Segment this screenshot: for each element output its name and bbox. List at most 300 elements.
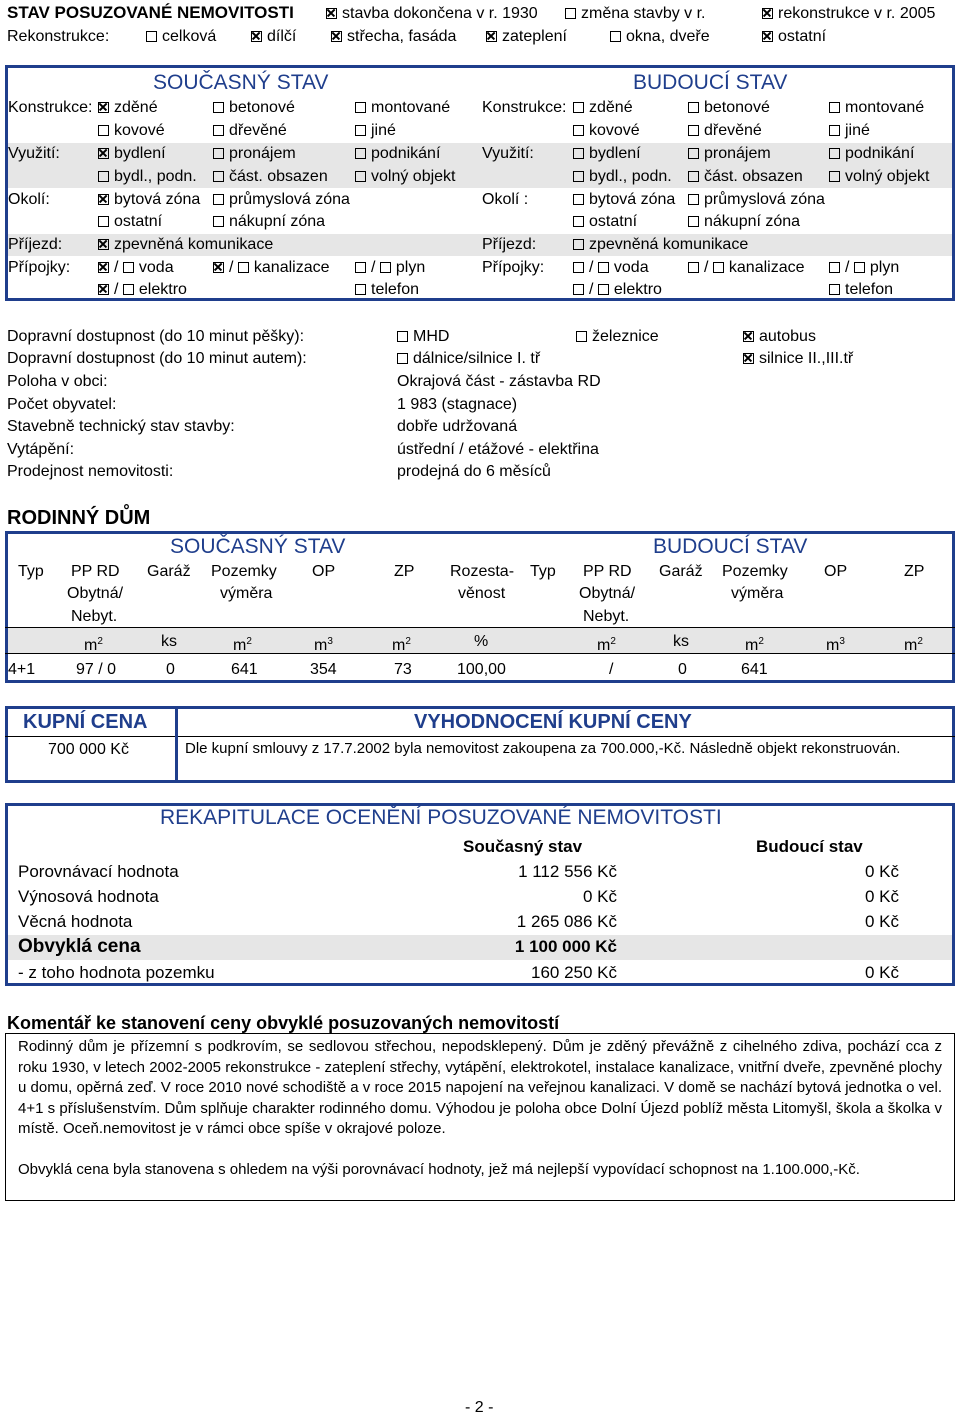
opt-label: jiné xyxy=(845,122,870,139)
slash: / xyxy=(371,259,376,276)
checkbox-icon xyxy=(355,262,366,273)
car-highway[interactable] xyxy=(397,349,540,369)
opt-label: kovové xyxy=(589,122,640,139)
rek-insul-option[interactable] xyxy=(486,27,567,47)
checkbox-icon xyxy=(355,148,366,159)
cur-podnikani[interactable] xyxy=(355,144,440,164)
fut-bytova[interactable] xyxy=(573,190,675,210)
cur-plyn[interactable] xyxy=(355,258,425,278)
comment-paragraph-1: Rodinný dům je přízemní s podkrovím, se sedlovou střechou, nepodsklepený. Dům je zděný převážně z cihelného zdiva, pochází cca z roku 1930, v letech 2002-2005 rekonstrukce - zateplení střechy, vytápění, elektrokotel, instalace kanalizace, vnitřní dveře, zpevněné plochy u domu, opěrná zeď. V roce 2010 nové schodiště a v roce 2015 napojení na veřejnou kanalizaci. V domě se nachází bytová jednotka o vel. 4+1 s příslušenstvím. Dům splňuje charakter rodinného domu. Výhodou je poloha obce Dolní Újezd poblíž města Litomyšl, škola a školka v místě. Oceň.nemovitost je v rámci obce spíše v okrajové poloze. xyxy=(18,1038,942,1137)
checkbox-checked-icon xyxy=(762,31,773,42)
cur-betonove[interactable] xyxy=(213,98,295,118)
cur-prumyslova[interactable] xyxy=(213,190,350,210)
checkbox-icon xyxy=(610,31,621,42)
opt-label: dřevěné xyxy=(229,122,287,139)
recap-row-current: 1 100 000 Kč xyxy=(514,937,617,956)
price-value: 700 000 Kč xyxy=(48,741,129,758)
rd-row-pprd: 97 / 0 xyxy=(76,661,117,678)
checkbox-icon xyxy=(573,262,584,273)
fut-pronajem[interactable] xyxy=(688,144,771,164)
rek-label: Rekonstrukce: xyxy=(7,28,110,45)
prijezd-label: Příjezd: xyxy=(8,236,63,253)
checkbox-checked-icon xyxy=(743,331,754,342)
opt-label: železnice xyxy=(592,328,659,345)
opt-label: kanalizace xyxy=(728,259,805,276)
checkbox-icon xyxy=(854,262,865,273)
checkbox-icon xyxy=(123,284,134,295)
rek-partial-label: dílčí xyxy=(267,28,297,45)
unit-sup: 3 xyxy=(327,636,333,647)
checkbox-checked-icon xyxy=(98,239,109,250)
unit-m: m xyxy=(745,637,759,654)
checkbox-checked-icon xyxy=(98,102,109,113)
checkbox-icon xyxy=(355,171,366,182)
price-vdivider xyxy=(175,706,178,783)
checkbox-icon xyxy=(688,102,699,113)
pripojky-label-future: Přípojky: xyxy=(482,259,545,276)
opt-label: podnikání xyxy=(371,145,441,162)
fut-telefon[interactable] xyxy=(829,280,893,300)
rd-fut-col-typ: Typ xyxy=(530,563,556,580)
cur-kanalizace[interactable] xyxy=(213,258,330,278)
cur-kovove[interactable] xyxy=(98,121,165,141)
location-label: Poloha v obci: xyxy=(7,373,108,390)
opt-label: podnikání xyxy=(845,145,915,162)
page-title: STAV POSUZOVANÉ NEMOVITOSTI xyxy=(7,3,294,22)
checkbox-icon xyxy=(829,171,840,182)
slash: / xyxy=(704,259,709,276)
opt-label: betonové xyxy=(704,99,770,116)
checkbox-icon xyxy=(688,148,699,159)
recap-row-current: 1 265 086 Kč xyxy=(516,912,617,931)
checkbox-checked-icon xyxy=(213,262,224,273)
recap-row-future: 0 Kč xyxy=(864,887,899,906)
rd-col-pprd: PP RD xyxy=(71,563,120,580)
location-value: Okrajová část - zástavba RD xyxy=(397,373,601,390)
rd-col-obytna: Obytná/ xyxy=(67,585,124,602)
walk-rail[interactable] xyxy=(576,327,659,347)
walk-label: Dopravní dostupnost (do 10 minut pěšky): xyxy=(7,328,305,345)
tech-value: dobře udržovaná xyxy=(397,418,518,435)
rd-row-typ: 4+1 xyxy=(8,661,36,678)
tech-label: Stavebně technický stav stavby: xyxy=(7,418,235,435)
opt-label: průmyslová zóna xyxy=(704,191,825,208)
konstrukce-label: Konstrukce: xyxy=(8,99,93,116)
state-current-header: SOUČASNÝ STAV xyxy=(153,71,329,94)
checkbox-checked-icon xyxy=(486,31,497,42)
unit-sup: 2 xyxy=(97,636,103,647)
fut-volny[interactable] xyxy=(829,167,930,187)
okoli-label-future: Okolí : xyxy=(482,191,529,208)
opt-label: dálnice/silnice I. tř xyxy=(413,350,541,367)
rd-col-nebyt: Nebyt. xyxy=(71,608,118,625)
opt-label: autobus xyxy=(759,328,816,345)
fut-betonove[interactable] xyxy=(688,98,770,118)
checkbox-icon xyxy=(573,102,584,113)
okoli-label: Okolí: xyxy=(8,191,50,208)
rd-fut-row-pprd: / xyxy=(609,661,614,678)
finished-label: stavba dokončena v r. 1930 xyxy=(342,5,538,22)
price-divider xyxy=(5,736,955,737)
cur-telefon[interactable] xyxy=(355,280,419,300)
rd-fut-row-garaz: 0 xyxy=(678,661,687,678)
checkbox-icon xyxy=(576,331,587,342)
slash: / xyxy=(845,259,850,276)
rek-roof-label: střecha, fasáda xyxy=(347,28,457,45)
opt-label: elektro xyxy=(138,281,187,298)
recap-col-future: Budoucí stav xyxy=(756,837,863,856)
recap-row-label: Věcná hodnota xyxy=(18,912,133,931)
pop-label: Počet obyvatel: xyxy=(7,396,117,413)
unit-m: m xyxy=(597,637,611,654)
rd-fut-row-pozemky: 641 xyxy=(741,661,768,678)
checkbox-icon xyxy=(573,171,584,182)
change-label: změna stavby v r. xyxy=(581,5,706,22)
fut-bydlpodn[interactable] xyxy=(573,167,672,187)
checkbox-icon xyxy=(573,194,584,205)
reconstruction-label: rekonstrukce v r. 2005 xyxy=(778,5,936,22)
rd-unit-op xyxy=(314,632,333,656)
opt-label: bydl., podn. xyxy=(114,168,197,185)
unit-m: m xyxy=(904,637,918,654)
checkbox-icon xyxy=(688,171,699,182)
opt-label: zděné xyxy=(114,99,158,116)
slash: / xyxy=(589,259,594,276)
opt-label: silnice II.,III.tř xyxy=(759,350,854,367)
opt-label: zděné xyxy=(589,99,633,116)
opt-label: pronájem xyxy=(229,145,296,162)
checkbox-icon xyxy=(123,262,134,273)
checkbox-icon xyxy=(829,102,840,113)
opt-label: jiné xyxy=(371,122,396,139)
recap-row-label: Obvyklá cena xyxy=(18,936,141,957)
fut-bydleni[interactable] xyxy=(573,144,641,164)
opt-label: betonové xyxy=(229,99,295,116)
fut-drevene[interactable] xyxy=(688,121,762,141)
fut-jine[interactable] xyxy=(829,121,870,141)
rd-fut-col-zp: ZP xyxy=(904,563,925,580)
rd-fut-col-op: OP xyxy=(824,563,848,580)
fut-cast[interactable] xyxy=(688,167,803,187)
konstrukce-label-future: Konstrukce: xyxy=(482,99,567,116)
rd-row-zp: 73 xyxy=(394,661,412,678)
cur-montovane[interactable] xyxy=(355,98,450,118)
checkbox-icon xyxy=(98,171,109,182)
checkbox-icon xyxy=(355,284,366,295)
checkbox-icon xyxy=(829,148,840,159)
fut-ostatni[interactable] xyxy=(573,212,637,232)
slash: / xyxy=(114,281,119,298)
unit-m: m xyxy=(314,637,328,654)
opt-label: bydlení xyxy=(114,145,166,162)
sale-label: Prodejnost nemovitosti: xyxy=(7,463,174,480)
opt-label: montované xyxy=(845,99,925,116)
cur-pronajem[interactable] xyxy=(213,144,296,164)
rd-unit-rozesta: % xyxy=(474,633,489,650)
unit-sup: 2 xyxy=(405,636,411,647)
fut-prumyslova[interactable] xyxy=(688,190,825,210)
checkbox-icon xyxy=(380,262,391,273)
car-road[interactable] xyxy=(743,349,853,369)
opt-label: volný objekt xyxy=(371,168,456,185)
opt-label: plyn xyxy=(869,259,900,276)
opt-label: telefon xyxy=(371,281,420,298)
rd-title: RODINNÝ DŮM xyxy=(7,507,151,529)
opt-label: ostatní xyxy=(114,213,163,230)
rd-col-op: OP xyxy=(312,563,336,580)
price-eval-text: Dle kupní smlouvy z 17.7.2002 byla nemovitost zakoupena za 700.000,-Kč. Následně objekt rekonstruován. xyxy=(185,740,901,757)
opt-label: telefon xyxy=(845,281,894,298)
cur-bytova[interactable] xyxy=(98,190,200,210)
heat-value: ústřední / etážové - elektřina xyxy=(397,441,599,458)
fut-voda[interactable] xyxy=(573,258,649,278)
rd-unit-garaz: ks xyxy=(161,633,177,650)
recap-row-future: 0 Kč xyxy=(864,862,899,881)
opt-label: voda xyxy=(613,259,649,276)
opt-label: plyn xyxy=(395,259,426,276)
checkbox-icon xyxy=(713,262,724,273)
sale-value: prodejná do 6 měsíců xyxy=(397,463,551,480)
checkbox-icon xyxy=(213,171,224,182)
opt-label: kanalizace xyxy=(253,259,330,276)
rd-divider-2 xyxy=(5,653,955,654)
checkbox-icon xyxy=(213,216,224,227)
rek-roof-option[interactable] xyxy=(331,27,456,47)
checkbox-icon xyxy=(573,125,584,136)
unit-sup: 2 xyxy=(610,636,616,647)
checkbox-icon xyxy=(397,331,408,342)
vyuziti-label-future: Využití: xyxy=(482,145,534,162)
checkbox-icon xyxy=(213,125,224,136)
checkbox-icon xyxy=(573,239,584,250)
walk-bus[interactable] xyxy=(743,327,816,347)
checkbox-icon xyxy=(688,216,699,227)
checkbox-icon xyxy=(213,102,224,113)
checkbox-checked-icon xyxy=(98,262,109,273)
cur-drevene[interactable] xyxy=(213,121,287,141)
rd-fut-unit-op xyxy=(826,632,845,656)
unit-m: m xyxy=(826,637,840,654)
opt-label: část. obsazen xyxy=(229,168,328,185)
opt-label: nákupní zóna xyxy=(229,213,326,230)
rd-divider-1 xyxy=(5,627,955,628)
prijezd-label-future: Příjezd: xyxy=(482,236,537,253)
recap-col-current: Současný stav xyxy=(463,837,583,856)
opt-label: voda xyxy=(138,259,174,276)
reconstruction-option[interactable] xyxy=(762,4,935,24)
rd-fut-col-garaz: Garáž xyxy=(659,563,703,580)
checkbox-checked-icon xyxy=(98,194,109,205)
walk-mhd[interactable] xyxy=(397,327,449,347)
fut-elektro[interactable] xyxy=(573,280,662,300)
opt-label: volný objekt xyxy=(845,168,930,185)
checkbox-checked-icon xyxy=(326,8,337,19)
opt-label: ostatní xyxy=(589,213,638,230)
cur-bydleni[interactable] xyxy=(98,144,166,164)
cur-zdene[interactable] xyxy=(98,98,158,118)
checkbox-icon xyxy=(598,262,609,273)
rek-total-label: celková xyxy=(162,28,217,45)
opt-label: bydlení xyxy=(589,145,641,162)
car-label: Dopravní dostupnost (do 10 minut autem): xyxy=(7,350,307,367)
unit-m: m xyxy=(233,637,247,654)
rd-fut-unit-zp xyxy=(904,632,923,656)
opt-label: kovové xyxy=(114,122,165,139)
pripojky-label: Přípojky: xyxy=(8,259,71,276)
opt-label: nákupní zóna xyxy=(704,213,801,230)
cur-zpevnena[interactable] xyxy=(98,235,273,255)
rd-row-garaz: 0 xyxy=(166,661,175,678)
rek-other-label: ostatní xyxy=(778,28,827,45)
checkbox-icon xyxy=(98,216,109,227)
cur-voda[interactable] xyxy=(98,258,174,278)
rd-fut-col-vymera: výměra xyxy=(731,585,784,602)
rd-fut-unit-garaz: ks xyxy=(673,633,689,650)
checkbox-icon xyxy=(355,102,366,113)
fut-zpevnena[interactable] xyxy=(573,235,748,255)
recap-row-label: Porovnávací hodnota xyxy=(18,862,179,881)
rd-unit-pozemky xyxy=(233,632,252,656)
fut-kanalizace[interactable] xyxy=(688,258,805,278)
checkbox-icon xyxy=(688,194,699,205)
checkbox-icon xyxy=(829,262,840,273)
rd-col-typ: Typ xyxy=(18,563,44,580)
vyuziti-label: Využití: xyxy=(8,145,60,162)
slash: / xyxy=(229,259,234,276)
rek-windows-option[interactable] xyxy=(610,27,710,47)
recap-row-future: 0 Kč xyxy=(864,963,899,982)
rd-col-pozemky: Pozemky xyxy=(211,563,277,580)
slash: / xyxy=(589,281,594,298)
price-eval-header: VYHODNOCENÍ KUPNÍ CENY xyxy=(414,711,692,733)
rd-col-zp: ZP xyxy=(394,563,415,580)
rd-fut-unit-pprd xyxy=(597,632,616,656)
rek-partial-option[interactable] xyxy=(251,27,296,47)
checkbox-icon xyxy=(573,284,584,295)
checkbox-icon xyxy=(355,125,366,136)
opt-label: bytová zóna xyxy=(114,191,201,208)
comment-title: Komentář ke stanovení ceny obvyklé posuzovaných nemovitostí xyxy=(7,1013,560,1033)
price-header: KUPNÍ CENA xyxy=(23,711,148,733)
rd-row-pozemky: 641 xyxy=(231,661,258,678)
recap-row-current: 1 112 556 Kč xyxy=(518,862,617,881)
checkbox-checked-icon xyxy=(762,8,773,19)
fut-montovane[interactable] xyxy=(829,98,924,118)
finished-option[interactable] xyxy=(326,4,538,24)
checkbox-icon xyxy=(688,125,699,136)
rd-col-rozesta: Rozesta- xyxy=(450,563,515,580)
opt-label: zpevněná komunikace xyxy=(589,236,749,253)
fut-kovove[interactable] xyxy=(573,121,640,141)
cur-jine[interactable] xyxy=(355,121,396,141)
checkbox-icon xyxy=(98,125,109,136)
checkbox-icon xyxy=(213,148,224,159)
rd-col-garaz: Garáž xyxy=(147,563,191,580)
unit-sup: 2 xyxy=(917,636,923,647)
cur-bydlpodn[interactable] xyxy=(98,167,197,187)
unit-m: m xyxy=(84,637,98,654)
recap-row-future: 0 Kč xyxy=(864,912,899,931)
rek-other-option[interactable] xyxy=(762,27,826,47)
state-future-header: BUDOUCÍ STAV xyxy=(633,71,788,94)
recap-row-current: 0 Kč xyxy=(582,887,617,906)
pop-value: 1 983 (stagnace) xyxy=(397,396,518,413)
checkbox-icon xyxy=(829,125,840,136)
checkbox-icon xyxy=(238,262,249,273)
fut-zdene[interactable] xyxy=(573,98,633,118)
checkbox-checked-icon xyxy=(98,284,109,295)
cur-nakupni[interactable] xyxy=(213,212,325,232)
checkbox-checked-icon xyxy=(251,31,262,42)
opt-label: průmyslová zóna xyxy=(229,191,350,208)
unit-sup: 3 xyxy=(839,636,845,647)
rd-future-header: BUDOUCÍ STAV xyxy=(653,535,808,558)
opt-label: montované xyxy=(371,99,451,116)
rd-row-rozesta: 100,00 xyxy=(457,661,506,678)
change-option[interactable] xyxy=(565,4,706,24)
rd-unit-zp xyxy=(392,632,411,656)
recap-row-label: - z toho hodnota pozemku xyxy=(18,963,215,982)
checkbox-icon xyxy=(565,8,576,19)
cur-volny[interactable] xyxy=(355,167,456,187)
cur-ostatni[interactable] xyxy=(98,212,162,232)
checkbox-checked-icon xyxy=(331,31,342,42)
rd-fut-col-pprd: PP RD xyxy=(583,563,632,580)
checkbox-icon xyxy=(213,194,224,205)
opt-label: elektro xyxy=(613,281,662,298)
recap-row-current: 160 250 Kč xyxy=(530,963,617,982)
rd-unit-pprd xyxy=(84,632,103,656)
recap-header: REKAPITULACE OCENĚNÍ POSUZOVANÉ NEMOVITOSTI xyxy=(160,806,722,829)
opt-label: dřevěné xyxy=(704,122,762,139)
checkbox-checked-icon xyxy=(98,148,109,159)
opt-label: část. obsazen xyxy=(704,168,803,185)
opt-label: zpevněná komunikace xyxy=(114,236,274,253)
fut-plyn[interactable] xyxy=(829,258,899,278)
fut-nakupni[interactable] xyxy=(688,212,800,232)
slash: / xyxy=(114,259,119,276)
rd-col-vymera: výměra xyxy=(220,585,273,602)
page-number: - 2 - xyxy=(465,1399,494,1416)
rd-current-header: SOUČASNÝ STAV xyxy=(170,535,346,558)
opt-label: pronájem xyxy=(704,145,771,162)
checkbox-icon xyxy=(688,262,699,273)
recap-row-label: Výnosová hodnota xyxy=(18,887,159,906)
unit-sup: 2 xyxy=(758,636,764,647)
rd-fut-col-pozemky: Pozemky xyxy=(722,563,788,580)
rek-total-option[interactable] xyxy=(146,27,216,47)
rek-insul-label: zateplení xyxy=(502,28,567,45)
fut-podnikani[interactable] xyxy=(829,144,914,164)
checkbox-checked-icon xyxy=(743,353,754,364)
checkbox-icon xyxy=(573,148,584,159)
checkbox-icon xyxy=(598,284,609,295)
cur-cast[interactable] xyxy=(213,167,328,187)
rek-windows-label: okna, dveře xyxy=(626,28,710,45)
rd-fut-col-nebyt: Nebyt. xyxy=(583,608,630,625)
rd-fut-col-obytna: Obytná/ xyxy=(579,585,636,602)
cur-elektro[interactable] xyxy=(98,280,187,300)
checkbox-icon xyxy=(397,353,408,364)
checkbox-icon xyxy=(573,216,584,227)
checkbox-icon xyxy=(829,284,840,295)
unit-sup: 2 xyxy=(246,636,252,647)
checkbox-icon xyxy=(146,31,157,42)
opt-label: bytová zóna xyxy=(589,191,676,208)
rd-fut-unit-pozemky xyxy=(745,632,764,656)
opt-label: MHD xyxy=(413,328,450,345)
opt-label: bydl., podn. xyxy=(589,168,672,185)
